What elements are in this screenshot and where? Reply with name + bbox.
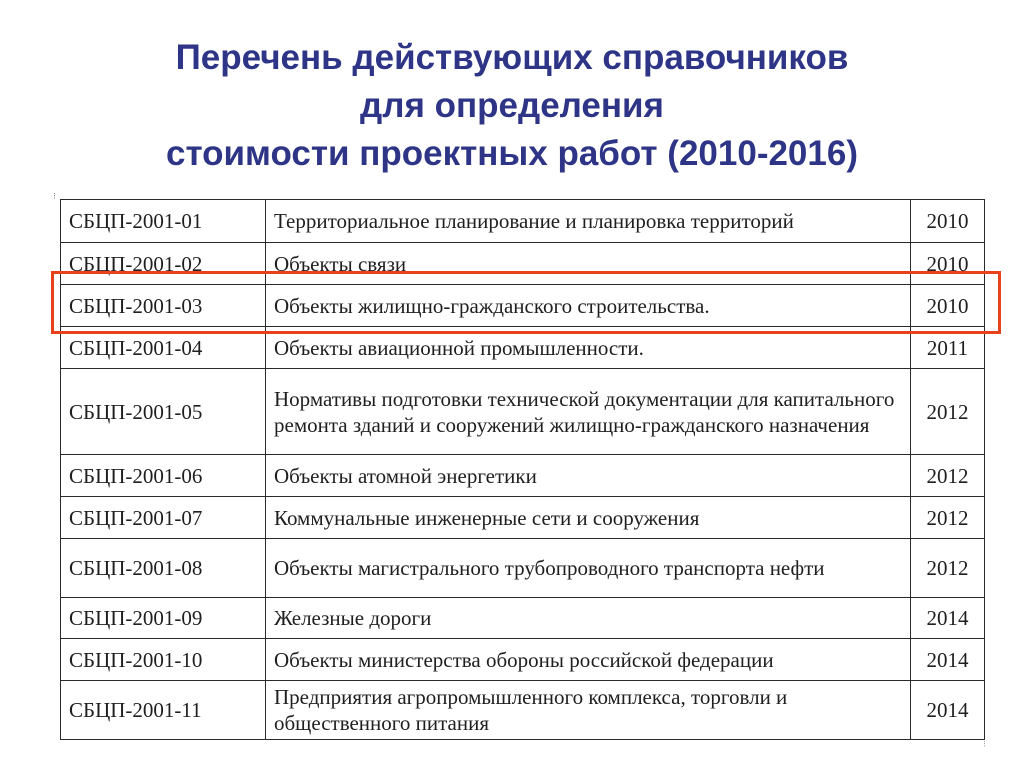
row-year: 2010: [911, 243, 985, 285]
row-code: СБЦП-2001-07: [61, 497, 266, 539]
row-year: 2014: [911, 681, 985, 740]
row-name: Предприятия агропромышленного комплекса, торговли и общественного питания: [266, 681, 911, 740]
table-row: [61, 455, 985, 497]
row-code: СБЦП-2001-08: [61, 539, 266, 598]
row-code: СБЦП-2001-04: [61, 327, 266, 369]
row-year: 2012: [911, 539, 985, 598]
slide-title-line-2: для определения: [360, 86, 664, 125]
row-name: Объекты министерства обороны российской федерации: [266, 639, 911, 681]
slide-title-line-1: Перечень действующих справочников: [175, 38, 849, 77]
row-name: Объекты жилищно-гражданского строительства.: [266, 285, 911, 327]
row-name: Объекты связи: [266, 243, 911, 285]
row-code: СБЦП-2001-10: [61, 639, 266, 681]
slide-title: [0, 34, 1024, 178]
reference-books-table: [60, 199, 985, 740]
table-row: [61, 681, 985, 740]
row-year: 2012: [911, 369, 985, 455]
row-year: 2014: [911, 598, 985, 639]
table-row: [61, 327, 985, 369]
table-row: [61, 200, 985, 243]
row-year: 2014: [911, 639, 985, 681]
row-year: 2010: [911, 200, 985, 243]
table-row: [61, 639, 985, 681]
row-code: СБЦП-2001-11: [61, 681, 266, 740]
row-name: Объекты атомной энергетики: [266, 455, 911, 497]
row-name: Коммунальные инженерные сети и сооружения: [266, 497, 911, 539]
row-name: Объекты авиационной промышленности.: [266, 327, 911, 369]
table-row-highlighted: [61, 285, 985, 327]
row-code: СБЦП-2001-02: [61, 243, 266, 285]
row-name: Железные дороги: [266, 598, 911, 639]
table-body: [61, 200, 985, 740]
table-row: [61, 369, 985, 455]
row-code: СБЦП-2001-01: [61, 200, 266, 243]
row-year: 2011: [911, 327, 985, 369]
row-year: 2012: [911, 497, 985, 539]
table-resize-mark: ⁝: [983, 740, 986, 750]
row-code: СБЦП-2001-06: [61, 455, 266, 497]
table-anchor-mark: ⁝: [53, 192, 56, 202]
table-row: [61, 539, 985, 598]
row-name: Нормативы подготовки технической документации для капитального ремонта зданий и сооружений жилищно-гражданского назначения: [266, 369, 911, 455]
row-code: СБЦП-2001-05: [61, 369, 266, 455]
table-row: [61, 497, 985, 539]
row-year: 2012: [911, 455, 985, 497]
row-year: 2010: [911, 285, 985, 327]
slide-title-line-3: стоимости проектных работ (2010-2016): [165, 134, 858, 173]
row-code: СБЦП-2001-03: [61, 285, 266, 327]
table-row: [61, 598, 985, 639]
row-code: СБЦП-2001-09: [61, 598, 266, 639]
table-row: [61, 243, 985, 285]
row-name: Территориальное планирование и планировка территорий: [266, 200, 911, 243]
row-name: Объекты магистрального трубопроводного транспорта нефти: [266, 539, 911, 598]
